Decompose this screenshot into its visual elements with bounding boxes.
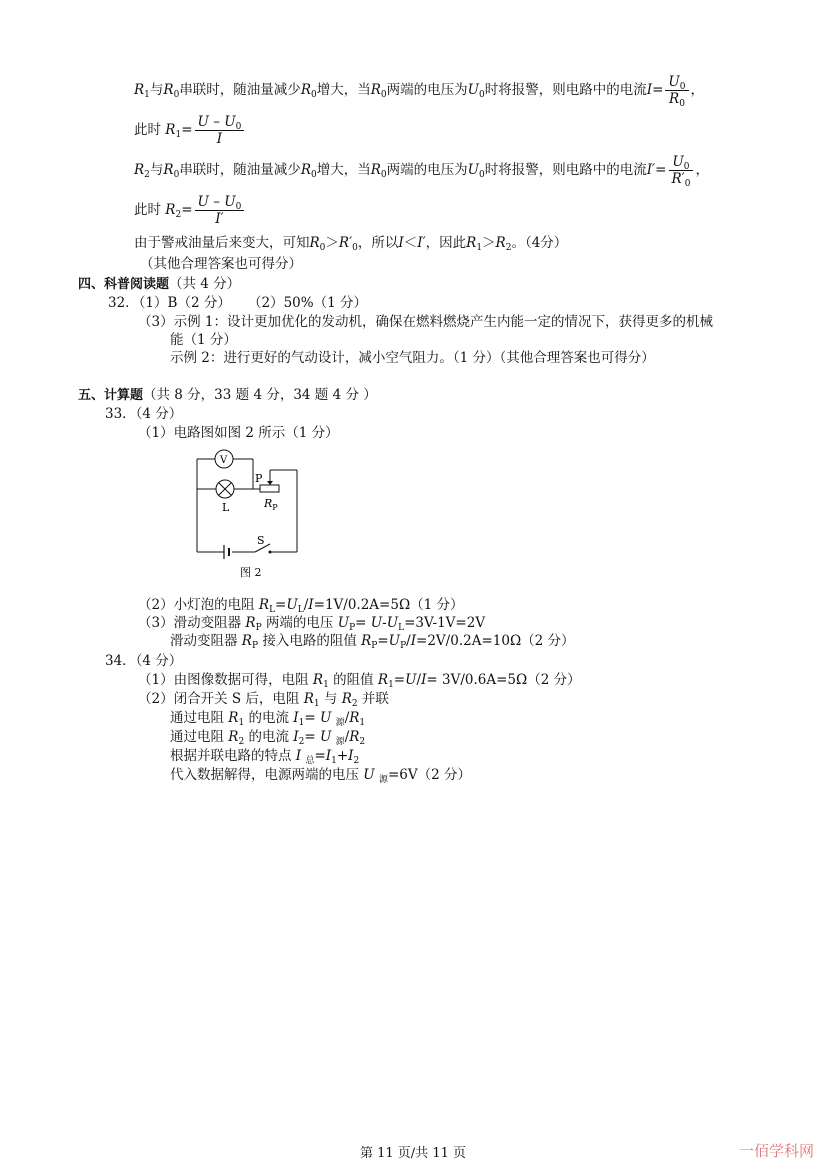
q34-part-4: 通过电阻 $R_2$ 的电流 $I_2= U$ $_源/R_2$: [170, 729, 366, 747]
switch-label: S: [257, 534, 265, 547]
section-5-heading: 五、计算题（共 8 分，33 题 4 分，34 题 4 分 ）: [78, 387, 377, 403]
q34-part-2: （2）闭合开关 S 后，电阻 $R_1$ 与 $R_2$ 并联: [138, 691, 389, 709]
circuit-diagram: [185, 444, 315, 582]
q32-line-3: 能（1 分）: [170, 332, 237, 348]
q34-title: 34．（4 分）: [105, 653, 183, 669]
q33-part-2: （2）小灯泡的电阻 $R_L=U_L/I=1V/0.2A=5\Omega(1$ 分）: [138, 597, 464, 615]
slider-label: P: [255, 472, 263, 485]
fraction-r2: $\frac{U - U_0}{I'}$: [195, 194, 245, 227]
q32-line-2: （3）示例 1：设计更加优化的发动机，确保在燃料燃烧产生内能一定的情况下，获得更多的机械: [138, 314, 713, 330]
lamp-label: L: [222, 501, 230, 514]
fraction-u0-over-r0-prime: $\frac{U_0}{R'_0}$: [668, 154, 693, 187]
figure-caption: 图 2: [240, 566, 262, 579]
q33-part-3b: 滑动变阻器 $R_P$ 接入电路的阻值 $R_P=U_P/I=2V/0.2A=10\Omega(2$ 分）: [170, 633, 575, 651]
q34-part-6: 代入数据解得，电源两端的电压 U $_源$=6V（2 分）: [170, 767, 472, 785]
fraction-u0-over-r0: $\frac{U_0}{R_0}$: [665, 74, 688, 107]
rheostat-label: $R_P$: [264, 497, 278, 512]
q34-part-1: （1）由图像数据可得，电阻 $R_1$ 的阻值 $R_1=U/I= 3V/0.6A=5\Omega(2$ 分）: [138, 672, 581, 690]
q31-line-2: 此时 $R_1=$ $\frac{U - U_0}{I}$: [134, 112, 246, 148]
q34-part-3: 通过电阻 $R_1$ 的电流 $I_1= U$ $_源/R_1$: [170, 710, 366, 728]
q31-line-3: $R_2$与$R_0$串联时，随油量减少$R_0$增大，当$R_0$两端的电压为$U_0$时将报警，则电路中的电流I′= $\frac{U_0}{R'_0}$ ，: [134, 154, 709, 189]
rheostat-icon: [260, 485, 279, 492]
q33-part-1: （1）电路图如图 2 所示（1 分）: [138, 425, 339, 441]
q34-part-5: 根据并联电路的特点 I $_总=I_1+I_2$: [170, 748, 360, 766]
q33-part-3: （3）滑动变阻器 $R_P$ 两端的电压 $U_P= U-U_L=3V-1V=2V$: [138, 615, 486, 633]
q33-title: 33．（4 分）: [105, 406, 183, 422]
q31-line-6: （其他合理答案也可得分）: [140, 256, 302, 272]
q32-line-1: 32．（1）B（2 分） （2）50%（1 分）: [108, 295, 367, 311]
q31-line-1: $R_1$与$R_0$串联时，随油量减少$R_0$增大，当$R_0$两端的电压为$U_0$时将报警，则电路中的电流I= $\frac{U_0}{R_0}$ ，: [134, 74, 705, 109]
fraction-r1: $\frac{U - U_0}{I}$: [195, 114, 245, 147]
section-4-heading: 四、科普阅读题（共 4 分）: [78, 276, 241, 292]
q32-line-4: 示例 2：进行更好的气动设计，减小空气阻力。（1 分）（其他合理答案也可得分）: [170, 350, 655, 366]
q31-line-4: 此时 $R_2=$ $\frac{U - U_0}{I'}$: [134, 192, 246, 228]
q31-line-5: 由于警戒油量后来变大，可知$R_0>R'_0$，所以I＜I′，因此$R_1>R_2$。（4分）: [134, 235, 568, 253]
page-number: 第 11 页/共 11 页: [360, 1146, 466, 1161]
voltmeter-label: V: [220, 455, 228, 466]
watermark: 一佰学科网: [738, 1142, 814, 1160]
